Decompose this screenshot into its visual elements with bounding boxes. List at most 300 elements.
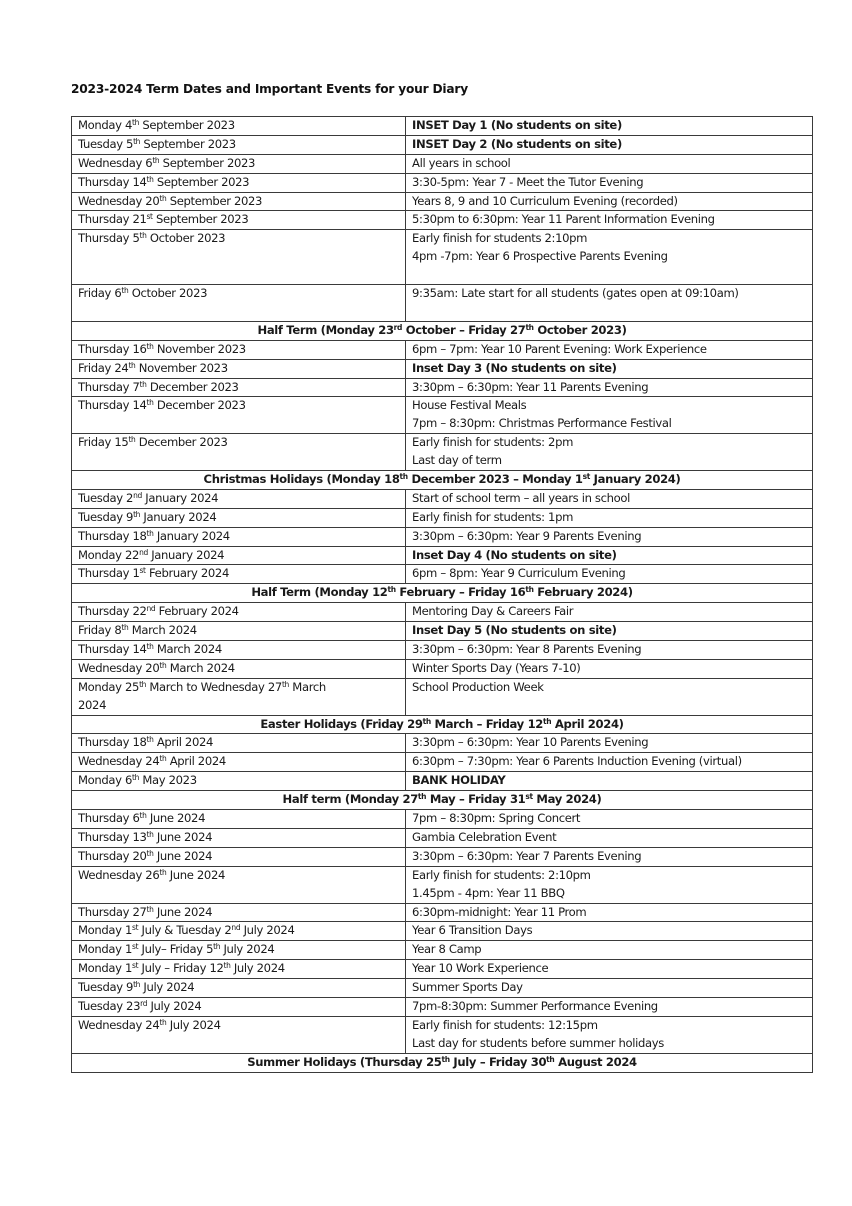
event-date <box>72 565 406 584</box>
event-date-text: Thursday 14 <box>78 642 147 656</box>
event-description <box>406 810 813 829</box>
event-description-line: Year 6 Transition Days <box>412 923 533 938</box>
event-date <box>72 960 406 979</box>
event-date-text: Thursday 21 <box>78 212 147 227</box>
event-description <box>406 154 813 173</box>
event-date-text: March 2024 <box>128 623 197 638</box>
event-date-ordinal: th <box>146 904 154 914</box>
event-date <box>72 285 406 322</box>
event-date <box>72 847 406 866</box>
event-row <box>72 489 813 508</box>
holiday-label-text: April 2024) <box>551 716 624 731</box>
event-date-line <box>78 155 399 173</box>
event-date-text: December 2023 <box>153 398 246 413</box>
event-date <box>72 1016 406 1053</box>
event-date-line <box>78 341 399 359</box>
event-row <box>72 979 813 998</box>
event-date-text: January 2024 <box>153 528 230 543</box>
event-date-ordinal: th <box>139 379 147 389</box>
event-description <box>406 828 813 847</box>
event-date-line <box>78 922 399 940</box>
event-description-line: Early finish for students: 2:10pm <box>412 867 591 882</box>
event-date-text: Tuesday 9 <box>78 980 134 995</box>
event-date <box>72 154 406 173</box>
event-date-ordinal: th <box>281 679 289 689</box>
holiday-label-ordinal: rd <box>393 322 403 332</box>
event-date-text: Thursday 20 <box>78 848 147 863</box>
holiday-period-row <box>72 715 813 734</box>
event-date <box>72 546 406 565</box>
event-date-text: Thursday 7 <box>78 379 140 394</box>
event-date-text: September 2023 <box>166 193 263 208</box>
event-row <box>72 192 813 211</box>
event-row <box>72 434 813 471</box>
event-date-text: Thursday 18 <box>78 735 147 750</box>
event-date-ordinal: rd <box>140 998 148 1008</box>
event-description-line: All years in school <box>412 155 511 170</box>
event-row <box>72 565 813 584</box>
event-description-line: Inset Day 3 (No students on site) <box>412 360 617 375</box>
event-description <box>406 772 813 791</box>
event-description <box>406 659 813 678</box>
holiday-label-text: December 2023 – Monday 1 <box>407 471 583 486</box>
event-date-ordinal: th <box>152 155 160 165</box>
event-date-text: May 2023 <box>139 773 197 788</box>
event-description-line: 6:30pm-midnight: Year 11 Prom <box>412 904 587 919</box>
holiday-period-label <box>72 584 813 603</box>
event-date-ordinal: th <box>146 528 154 538</box>
event-date <box>72 979 406 998</box>
event-row <box>72 753 813 772</box>
event-date <box>72 922 406 941</box>
event-date-line <box>78 136 399 154</box>
event-date-text: July 2024 <box>220 942 275 957</box>
event-date-text: September 2023 <box>153 174 250 189</box>
event-date <box>72 508 406 527</box>
holiday-label-line <box>78 1054 806 1072</box>
event-date-ordinal: th <box>213 942 221 952</box>
event-description <box>406 734 813 753</box>
holiday-period-row <box>72 470 813 489</box>
event-date-line <box>78 230 399 248</box>
holiday-label-text: Christmas Holidays (Monday 18 <box>203 471 400 486</box>
event-description-line: 4pm -7pm: Year 6 Prospective Parents Evening <box>412 249 668 264</box>
event-date-ordinal: st <box>146 212 153 222</box>
event-description <box>406 622 813 641</box>
event-description-line: Start of school term – all years in school <box>412 490 630 505</box>
event-date-ordinal: th <box>139 679 147 689</box>
holiday-label-text: Summer Holidays (Thursday 25 <box>247 1054 442 1069</box>
event-date-line <box>78 998 399 1016</box>
holiday-label-ordinal: th <box>543 716 552 726</box>
event-description-line: Inset Day 5 (No students on site) <box>412 623 617 638</box>
event-date-text: July– Friday 5 <box>138 942 214 957</box>
holiday-period-label <box>72 791 813 810</box>
event-date-line <box>78 285 399 303</box>
event-description-line: 7pm – 8:30pm: Christmas Performance Festival <box>412 416 672 431</box>
event-date-text: Thursday 13 <box>78 829 147 844</box>
holiday-period-row <box>72 791 813 810</box>
event-date-text: Friday 8 <box>78 623 122 638</box>
event-date-ordinal: th <box>132 773 140 783</box>
event-date-ordinal: st <box>132 961 139 971</box>
event-date-text: December 2023 <box>146 379 239 394</box>
event-description <box>406 135 813 154</box>
event-date-text: Monday 22 <box>78 547 140 562</box>
event-date-text: July 2024 <box>140 980 195 995</box>
event-date-ordinal: th <box>159 1017 167 1027</box>
event-date-text: July 2024 <box>230 961 285 976</box>
event-date-text: September 2023 <box>152 212 249 227</box>
holiday-label-ordinal: th <box>525 322 534 332</box>
event-date-text: 2024 <box>78 697 107 712</box>
event-date <box>72 117 406 136</box>
event-description-line: 1.45pm - 4pm: Year 11 BBQ <box>412 885 565 900</box>
holiday-period-label <box>72 470 813 489</box>
event-description-line: 3:30pm – 6:30pm: Year 9 Parents Evening <box>412 528 642 543</box>
holiday-label-text: January 2024) <box>589 471 681 486</box>
event-date-text: September 2023 <box>139 118 235 132</box>
event-date <box>72 641 406 660</box>
event-description <box>406 960 813 979</box>
event-description <box>406 565 813 584</box>
holiday-label-text: Half Term (Monday 12 <box>251 585 388 600</box>
holiday-label-text: Half term (Monday 27 <box>282 792 418 807</box>
event-description-line: Early finish for students 2:10pm <box>412 231 588 246</box>
event-date <box>72 941 406 960</box>
event-row <box>72 135 813 154</box>
event-description-line: 3:30pm – 6:30pm: Year 11 Parents Evening <box>412 379 649 394</box>
event-row <box>72 866 813 903</box>
event-description <box>406 378 813 397</box>
event-description-line: Year 8 Camp <box>412 942 482 957</box>
event-description-line: INSET Day 2 (No students on site) <box>412 136 622 151</box>
event-date <box>72 772 406 791</box>
holiday-label-ordinal: th <box>441 1054 450 1064</box>
event-date-ordinal: st <box>139 566 146 576</box>
event-date-text: July 2024 <box>147 998 202 1013</box>
event-description <box>406 508 813 527</box>
event-date-text: December 2023 <box>135 435 228 450</box>
event-date-text: Wednesday 26 <box>78 867 160 882</box>
event-date-text: Wednesday 24 <box>78 1017 160 1032</box>
event-row <box>72 527 813 546</box>
event-date-ordinal: th <box>223 961 231 971</box>
event-date-line <box>78 679 399 697</box>
event-date <box>72 211 406 230</box>
holiday-period-row <box>72 584 813 603</box>
event-date-line <box>78 360 399 378</box>
event-date-line <box>78 904 399 922</box>
event-description-line: Early finish for students: 2pm <box>412 435 574 450</box>
event-date-line <box>78 810 399 828</box>
event-date-ordinal: th <box>128 435 136 445</box>
event-description-line: Gambia Celebration Event <box>412 829 557 844</box>
event-row <box>72 922 813 941</box>
event-date-line <box>78 434 399 452</box>
event-description <box>406 866 813 903</box>
event-description-line: Early finish for students: 1pm <box>412 509 574 524</box>
event-date-ordinal: th <box>159 754 167 764</box>
event-row <box>72 903 813 922</box>
event-date-ordinal: th <box>146 829 154 839</box>
holiday-label-text: February – Friday 16 <box>395 585 526 600</box>
event-description <box>406 546 813 565</box>
event-date-line <box>78 397 399 415</box>
event-description <box>406 434 813 471</box>
holiday-label-text: March – Friday 12 <box>430 716 544 731</box>
event-date-line <box>78 960 399 978</box>
event-date-ordinal: nd <box>139 547 148 557</box>
event-date <box>72 603 406 622</box>
event-description-line: School Production Week <box>412 679 544 694</box>
event-date-text: Monday 6 <box>78 773 133 788</box>
event-date-text: Wednesday 6 <box>78 155 153 170</box>
event-date-ordinal: th <box>159 867 167 877</box>
event-description-line: Years 8, 9 and 10 Curriculum Evening (recorded) <box>412 193 678 208</box>
event-date-line <box>78 753 399 771</box>
event-date-text: October 2023 <box>146 231 226 246</box>
event-date <box>72 378 406 397</box>
event-date-text: Monday 25 <box>78 679 140 694</box>
event-date-ordinal: nd <box>146 604 156 614</box>
event-date-text: June 2024 <box>146 811 206 826</box>
event-description <box>406 922 813 941</box>
event-description-line: Mentoring Day & Careers Fair <box>412 604 574 619</box>
event-date <box>72 903 406 922</box>
event-description <box>406 192 813 211</box>
event-description <box>406 230 813 285</box>
event-row <box>72 117 813 136</box>
holiday-label-text: February 2024) <box>533 585 633 600</box>
event-date-text: March <box>288 679 326 694</box>
event-date-text: June 2024 <box>166 867 225 882</box>
event-date-ordinal: th <box>139 231 147 241</box>
event-row <box>72 173 813 192</box>
event-date-ordinal: th <box>146 341 154 351</box>
holiday-label-text: July – Friday 30 <box>449 1054 547 1069</box>
event-date-line <box>78 829 399 847</box>
holiday-label-line <box>78 716 806 734</box>
event-date-text: March to Wednesday 27 <box>146 679 282 694</box>
event-row <box>72 810 813 829</box>
holiday-label-ordinal: th <box>546 1054 555 1064</box>
event-date <box>72 527 406 546</box>
event-row <box>72 734 813 753</box>
event-row <box>72 285 813 322</box>
event-date <box>72 340 406 359</box>
holiday-label-text: May – Friday 31 <box>426 792 526 807</box>
event-date-text: April 2024 <box>153 735 214 750</box>
event-date-line <box>78 509 399 527</box>
event-row <box>72 960 813 979</box>
event-description-line: Winter Sports Day (Years 7-10) <box>412 660 581 675</box>
event-date-line <box>78 603 399 621</box>
event-description <box>406 173 813 192</box>
event-description <box>406 603 813 622</box>
event-date-ordinal: th <box>121 286 129 296</box>
event-date-text: September 2023 <box>159 155 256 170</box>
event-row <box>72 772 813 791</box>
event-row <box>72 378 813 397</box>
event-description <box>406 359 813 378</box>
holiday-label-line <box>78 584 806 602</box>
event-date <box>72 173 406 192</box>
event-date <box>72 678 406 715</box>
event-date-text: January 2024 <box>147 547 225 562</box>
event-date-text: Thursday 18 <box>78 528 147 543</box>
event-date <box>72 828 406 847</box>
term-dates-table-body <box>72 117 813 1073</box>
event-description <box>406 285 813 322</box>
event-date-text: April 2024 <box>166 754 226 769</box>
event-row <box>72 508 813 527</box>
event-date-text: Friday 15 <box>78 435 129 450</box>
holiday-label-text: August 2024 <box>554 1054 637 1069</box>
event-date-line <box>78 379 399 397</box>
event-date-text: January 2024 <box>140 509 217 524</box>
event-date-text: January 2024 <box>141 490 219 505</box>
event-date-text: February 2024 <box>155 604 239 619</box>
event-description <box>406 211 813 230</box>
event-date-text: Thursday 22 <box>78 604 147 619</box>
event-description-line: 6pm – 7pm: Year 10 Parent Evening: Work Experience <box>412 341 707 356</box>
event-row <box>72 397 813 434</box>
event-description-line: Summer Sports Day <box>412 980 523 995</box>
event-date-line <box>78 117 399 135</box>
event-description <box>406 941 813 960</box>
event-date-ordinal: nd <box>133 490 142 500</box>
event-date-line <box>78 193 399 211</box>
event-description <box>406 117 813 136</box>
event-date-text: July 2024 <box>240 923 295 938</box>
event-date <box>72 622 406 641</box>
event-date-ordinal: th <box>146 174 154 184</box>
event-date <box>72 753 406 772</box>
event-date <box>72 192 406 211</box>
event-row <box>72 603 813 622</box>
event-date-ordinal: th <box>133 136 141 146</box>
event-date <box>72 135 406 154</box>
event-description-line: 7pm-8:30pm: Summer Performance Evening <box>412 998 658 1013</box>
event-description-line: INSET Day 1 (No students on site) <box>412 118 622 132</box>
event-description <box>406 997 813 1016</box>
event-date-ordinal: th <box>146 848 154 858</box>
event-date-ordinal: st <box>132 942 139 952</box>
event-row <box>72 546 813 565</box>
event-date-text: Thursday 6 <box>78 811 140 826</box>
event-date-text: July 2024 <box>166 1017 221 1032</box>
event-date-text: Thursday 5 <box>78 231 140 246</box>
event-date-text: March 2024 <box>166 660 235 675</box>
event-date-text: November 2023 <box>153 341 246 356</box>
document-title: 2023-2024 Term Dates and Important Events for your Diary <box>71 82 468 96</box>
event-row <box>72 659 813 678</box>
event-date <box>72 866 406 903</box>
event-date-text: Friday 24 <box>78 360 129 375</box>
event-date-text: June 2024 <box>153 904 213 919</box>
event-date-text: Thursday 14 <box>78 174 147 189</box>
event-row <box>72 154 813 173</box>
event-description <box>406 847 813 866</box>
holiday-period-label <box>72 321 813 340</box>
holiday-label-text: October 2023) <box>533 322 627 337</box>
event-date <box>72 359 406 378</box>
holiday-label-line <box>78 322 806 340</box>
event-description-line: Year 10 Work Experience <box>412 961 549 976</box>
event-date-line <box>78 941 399 959</box>
event-date <box>72 734 406 753</box>
event-date-line <box>78 490 399 508</box>
event-description <box>406 903 813 922</box>
event-date <box>72 434 406 471</box>
event-date-line <box>78 547 399 565</box>
holiday-label-ordinal: th <box>399 471 408 481</box>
event-date-ordinal: th <box>128 360 136 370</box>
event-date-text: June 2024 <box>153 829 213 844</box>
event-date-line <box>78 848 399 866</box>
event-date-text: Wednesday 20 <box>78 193 160 208</box>
holiday-label-ordinal: st <box>582 471 590 481</box>
event-date-text: Monday 1 <box>78 923 133 938</box>
event-row <box>72 230 813 285</box>
event-description-line: 6:30pm – 7:30pm: Year 6 Parents Induction Evening (virtual) <box>412 754 742 769</box>
event-date-text: Thursday 14 <box>78 398 147 413</box>
event-date-text: June 2024 <box>153 848 213 863</box>
event-description-line: BANK HOLIDAY <box>412 773 506 788</box>
event-date-ordinal: th <box>133 980 141 990</box>
event-date-line <box>78 979 399 997</box>
event-date-line <box>78 697 399 715</box>
event-date-ordinal: th <box>146 735 154 745</box>
event-date-ordinal: th <box>132 118 140 127</box>
event-description-line: 3:30pm – 6:30pm: Year 8 Parents Evening <box>412 642 642 656</box>
holiday-period-row <box>72 1053 813 1072</box>
event-date-line <box>78 1017 399 1035</box>
event-date-text: Wednesday 20 <box>78 660 160 675</box>
event-date-ordinal: th <box>146 642 154 651</box>
event-description <box>406 641 813 660</box>
event-row <box>72 359 813 378</box>
event-date-text: Friday 6 <box>78 286 122 301</box>
event-date-ordinal: th <box>159 193 167 203</box>
holiday-label-text: May 2024) <box>532 792 602 807</box>
holiday-label-ordinal: th <box>387 585 396 595</box>
holiday-label-text: Easter Holidays (Friday 29 <box>260 716 423 731</box>
event-description <box>406 1016 813 1053</box>
event-date-line <box>78 867 399 885</box>
event-description-line: Early finish for students: 12:15pm <box>412 1017 598 1032</box>
event-date <box>72 397 406 434</box>
event-date-line <box>78 772 399 790</box>
event-date-ordinal: st <box>132 923 139 933</box>
event-date-ordinal: th <box>159 660 167 670</box>
event-date-text: Monday 1 <box>78 961 133 976</box>
holiday-period-label <box>72 1053 813 1072</box>
event-date-text: Monday 4 <box>78 118 133 132</box>
event-row <box>72 941 813 960</box>
event-date-text: February 2024 <box>145 566 229 581</box>
holiday-label-text: Half Term (Monday 23 <box>257 322 394 337</box>
holiday-label-ordinal: th <box>422 716 431 726</box>
event-description-line: Last day of term <box>412 453 502 468</box>
holiday-label-line <box>78 471 806 489</box>
event-date-text: Tuesday 23 <box>78 998 141 1013</box>
event-date <box>72 230 406 285</box>
event-date-text: Tuesday 9 <box>78 509 134 524</box>
event-description-line: 5:30pm to 6:30pm: Year 11 Parent Information Evening <box>412 212 715 227</box>
event-description-line: 3:30pm – 6:30pm: Year 7 Parents Evening <box>412 848 642 863</box>
